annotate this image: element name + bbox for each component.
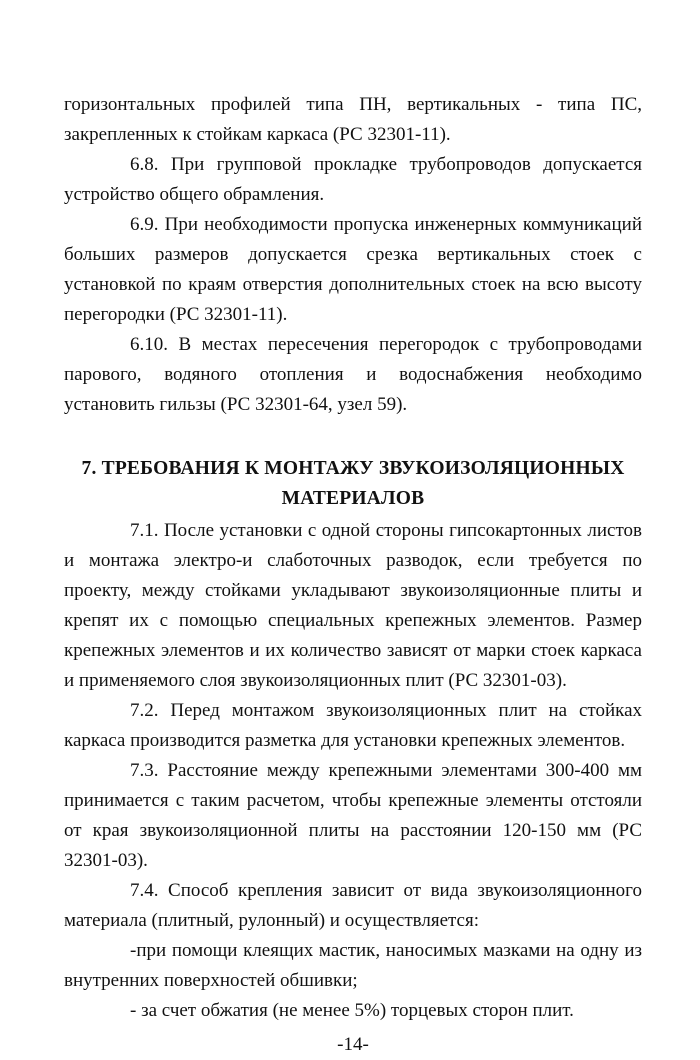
paragraph-7-2: 7.2. Перед монтажом звукоизоляционных плит на стойках каркаса производится разметка для установки крепежных элементов.	[64, 700, 642, 751]
page-number: -14-	[337, 1034, 369, 1055]
paragraph-6-9: 6.9. При необходимости пропуска инженерных коммуникаций больших размеров допускается срезка вертикальных стоек с установкой по краям отверстия дополнительных стоек на всю высоту перегородки (РС 32301-11).	[64, 214, 642, 325]
paragraph-continuation: горизонтальных профилей типа ПН, вертикальных - типа ПС, закрепленных к стойкам каркаса (РС 32301-11).	[64, 94, 642, 145]
section-heading: 7. ТРЕБОВАНИЯ К МОНТАЖУ ЗВУКОИЗОЛЯЦИОННЫХ МАТЕРИАЛОВ	[81, 458, 625, 509]
list-item-mastic: -при помощи клеящих мастик, наносимых мазками на одну из внутренних поверхностей обшивки;	[64, 940, 642, 991]
paragraph-6-10: 6.10. В местах пересечения перегородок с трубопроводами парового, водяного отопления и водоснабжения необходимо установить гильзы (РС 32301-64, узел 59).	[64, 334, 642, 415]
paragraph-7-1: 7.1. После установки с одной стороны гипсокартонных листов и монтажа электро-и слаботочных разводок, если требуется по проекту, между стойками укладывают звукоизоляционные плиты и крепят их с помощью специальных крепежных элементов. Размер крепежных элементов и их количество зависят от марки стоек каркаса и применяемого слоя звукоизоляционных плит (РС 32301-03).	[64, 520, 642, 691]
list-item-compression: - за счет обжатия (не менее 5%) торцевых сторон плит.	[130, 1000, 574, 1021]
paragraph-6-8: 6.8. При групповой прокладке трубопроводов допускается устройство общего обрамления.	[64, 154, 642, 205]
paragraph-7-3: 7.3. Расстояние между крепежными элементами 300-400 мм принимается с таким расчетом, чтобы крепежные элементы отстояли от края звукоизоляционной плиты на расстоянии 120-150 мм (РС 32301-03).	[64, 760, 642, 871]
paragraph-7-4: 7.4. Способ крепления зависит от вида звукоизоляционного материала (плитный, рулонный) и осуществляется:	[64, 880, 642, 931]
